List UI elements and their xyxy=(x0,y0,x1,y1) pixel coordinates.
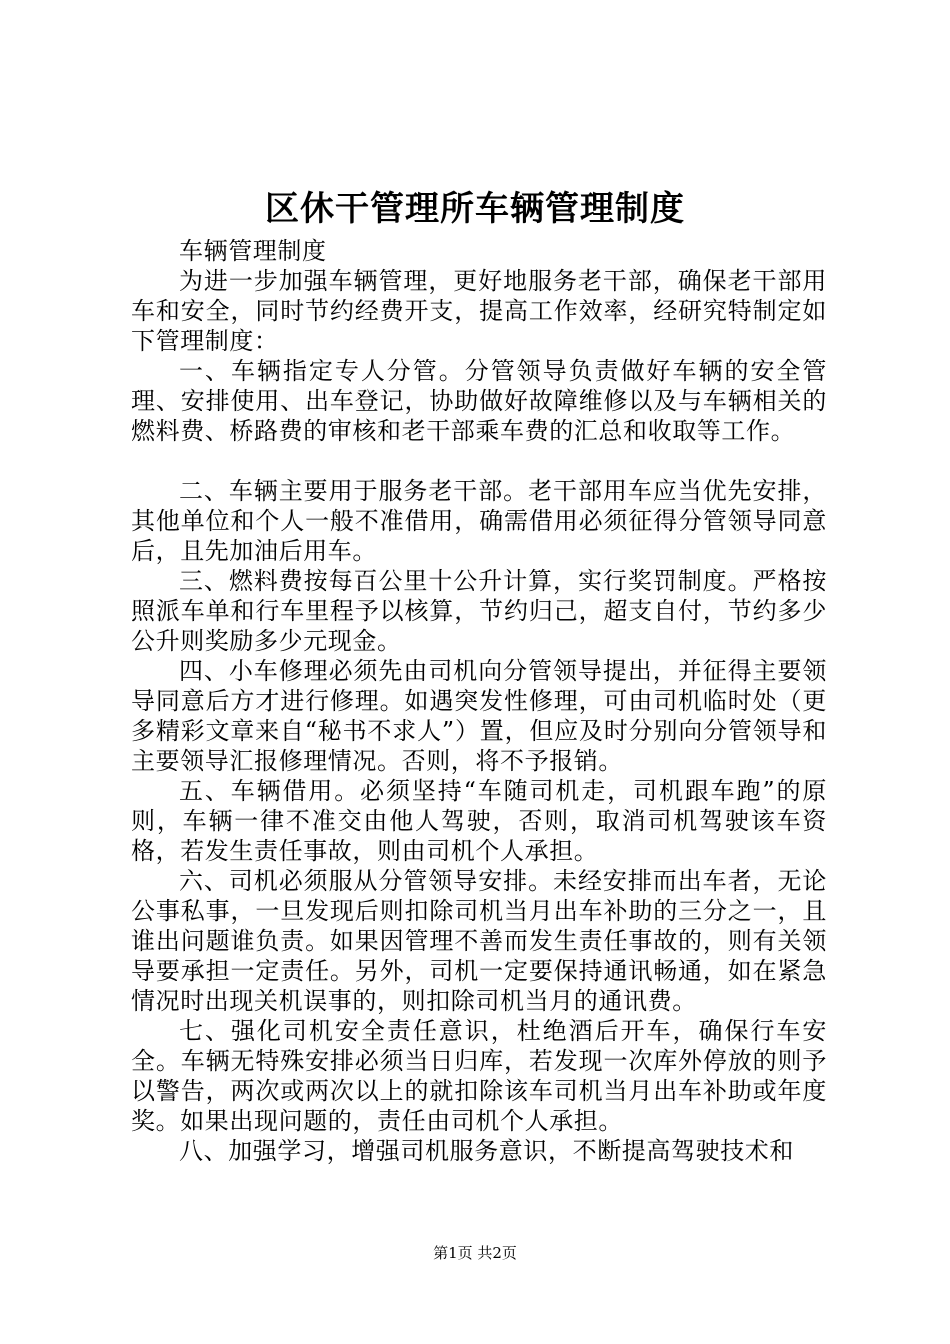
document-title: 区休干管理所车辆管理制度 xyxy=(265,189,685,229)
page-number-footer: 第1页 共2页 xyxy=(433,1244,517,1262)
paragraph-item-1: 一、车辆指定专人分管。分管领导负责做好车辆的安全管理、安排使用、出车登记，协助做好故障维修以及与车辆相关的燃料费、桥路费的审核和老干部乘车费的汇总和收取等工作。 xyxy=(131,357,827,445)
document-body xyxy=(131,236,827,1166)
paragraph-item-3: 三、燃料费按每百公里十公升计算，实行奖罚制度。严格按照派车单和行车里程予以核算，节约归己，超支自付，节约多少公升则奖励多少元现金。 xyxy=(131,567,827,655)
paragraph-heading: 车辆管理制度 xyxy=(179,237,327,265)
paragraph-item-2: 二、车辆主要用于服务老干部。老干部用车应当优先安排，其他单位和个人一般不准借用，确需借用必须征得分管领导同意后，且先加油后用车。 xyxy=(131,477,827,565)
paragraph-item-5: 五、车辆借用。必须坚持“车随司机走，司机跟车跑”的原则，车辆一律不准交由他人驾驶，否则，取消司机驾驶该车资格，若发生责任事故，则由司机个人承担。 xyxy=(131,777,827,865)
paragraph-intro: 为进一步加强车辆管理，更好地服务老干部，确保老干部用车和安全，同时节约经费开支，提高工作效率，经研究特制定如下管理制度： xyxy=(131,267,827,355)
paragraph-item-8: 八、加强学习，增强司机服务意识，不断提高驾驶技术和 xyxy=(179,1137,794,1165)
paragraph-item-7: 七、强化司机安全责任意识，杜绝酒后开车，确保行车安全。车辆无特殊安排必须当日归库，若发现一次库外停放的则予以警告，两次或两次以上的就扣除该车司机当月出车补助或年度奖。如果出现问题的，责任由司机个人承担。 xyxy=(131,1017,827,1135)
paragraph-item-4: 四、小车修理必须先由司机向分管领导提出，并征得主要领导同意后方才进行修理。如遇突发性修理，可由司机临时处（更多精彩文章来自“秘书不求人”）置，但应及时分别向分管领导和主要领导汇报修理情况。否则，将不予报销。 xyxy=(131,657,827,775)
paragraph-item-6: 六、司机必须服从分管领导安排。未经安排而出车者，无论公事私事，一旦发现后则扣除司机当月出车补助的三分之一，且谁出问题谁负责。如果因管理不善而发生责任事故的，则有关领导要承担一定责任。另外，司机一定要保持通讯畅通，如在紧急情况时出现关机误事的，则扣除司机当月的通讯费。 xyxy=(131,867,827,1015)
